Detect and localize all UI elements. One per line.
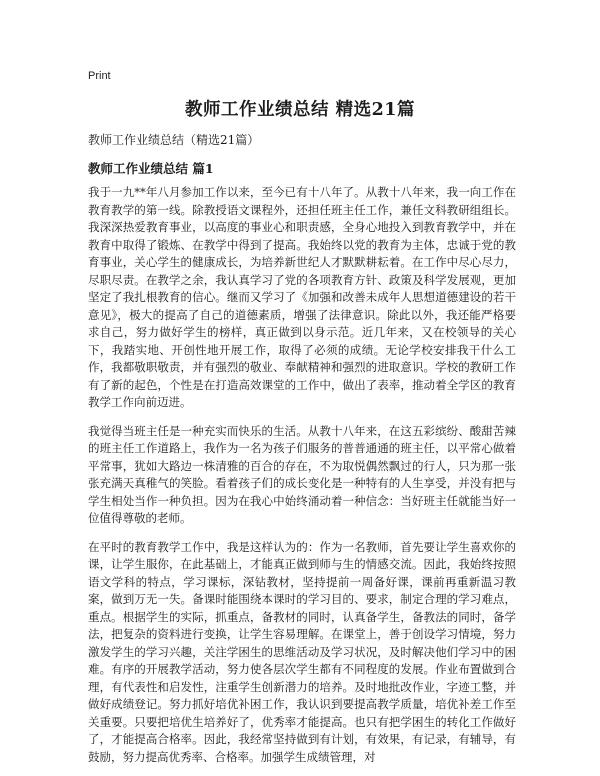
paragraph: 我于一九**年八月参加工作以来，至今已有十八年了。从教十八年来，我一向工作在教育教学的第一线。除教授语文课程外，还担任班主任工作，兼任文科教研组组长。我深深热爱教育事业，以高度的事业心和职责感，全身心地投入到教育教学中，并在教育中取得了锻炼、在教学中得到了提高。我始终以党的教育为主体，忠诚于党的教育事业，关心学生的健康成长，为培养新世纪人才默默耕耘着。在工作中尽心尽力，尽职尽责。在教学之余，我认真学习了党的各项教育方针、政策及科学发展观，更加坚定了我扎根教育的信心。继而又学习了《加强和改善未成年人思想道德建设的若干意见》，极大的提高了自己的道德素质，增强了法律意识。除此以外，我还能严格要求自己，努力做好学生的榜样，真正做到以身示范。近几年来，又在校领导的关心下，我踏实地、开创性地开展工作，取得了必须的成绩。无论学校安排我干什么工作，我都敬职敬责，并有强烈的敬业、奉献精神和强烈的进取意识。学校的教研工作有了新的起色，个性是在打造高效课堂的工作中，做出了表率，推动着全学区的教育教学工作向前迈进。: [88, 185, 516, 409]
section-heading: 教师工作业绩总结 篇1: [88, 161, 214, 176]
document-subtitle: 教师工作业绩总结（精选21篇）: [88, 133, 260, 147]
paragraph: 我觉得当班主任是一种充实而快乐的生活。从教十八年来，在这五彩缤纷、酸甜苦辣的班主任工作道路上，我作为一名为孩子们服务的普普通通的班主任，以平常心做着平常事，犹如大路边一株清雅的百合的存在，不为取悦偶然飘过的行人，只为那一张张充满天真稚气的笑脸。看着孩子们的成长变化是一种特有的人生享受，并没有把与学生相处当作一种负担。因为在我心中始终涌动着一种信念：当好班主任就能当好一位值得尊敬的老师。: [88, 423, 516, 525]
article-body: [88, 184, 516, 776]
print-link[interactable]: Print: [88, 70, 111, 82]
paragraph: 在平时的教育教学工作中，我是这样认为的：作为一名教师，首先要让学生喜欢你的课，让学生服你，在此基础上，才能真正做到师与生的情感交流。因此，我始终按照语文学科的特点，学习课标，深钻教材，坚持提前一周备好课，课前再重新温习教案，做到万无一失。备课时能围绕本课时的学习目的、要求，制定合理的学习难点，重点。根据学生的实际，抓重点，备教材的同时，认真备学生，备教法的同时，备学法，把复杂的资料进行变换，让学生容易理解。在课堂上，善于创设学习情境，努力激发学生的学习兴趣，关注学困生的思维活动及学习状况，及时解决他们学习中的困难。有序的开展教学活动，努力使各层次学生都有不同程度的发展。作业布置做到合理，有代表性和启发性，注重学生创新潜力的培养。及时地批改作业，字迹工整，并做好成绩登记。努力抓好培优补困工作，我认识到要提高教学质量，培优补差工作至关重要。只要把培优生培养好了，优秀率才能提高。也只有把学困生的转化工作做好了，才能提高合格率。因此，我经常坚持做到有计划，有效果，有记录，有辅导，有鼓励，努力提高优秀率、合格率。加强学生成绩管理，对: [88, 539, 516, 764]
document-title: 教师工作业绩总结 精选21篇: [185, 100, 415, 120]
